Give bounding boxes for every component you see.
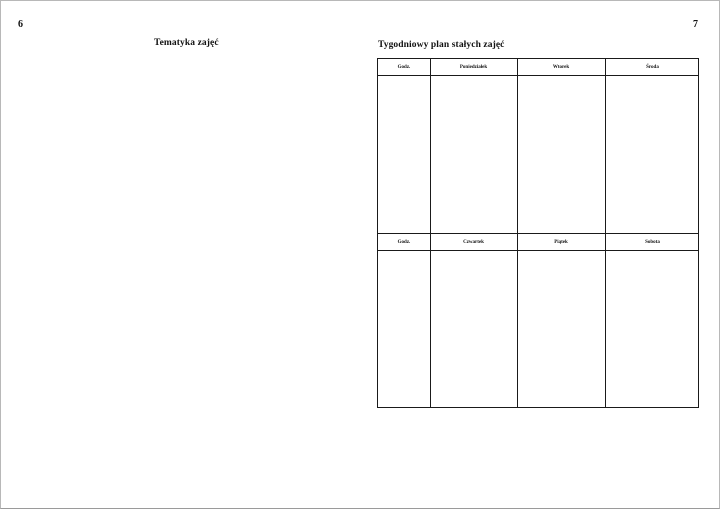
header-row-top [378,59,698,76]
page-number-right: 7 [693,19,698,30]
page-number-left: 6 [18,19,23,30]
left-page-title: Tematyka zajęć [154,38,219,48]
header-cell-friday: Piątek [554,239,568,245]
header-cell-tuesday: Wtorek [552,64,570,70]
header-row-bottom [378,233,698,251]
header-cell-hours: Godz. [397,64,411,70]
right-page-title: Tygodniowy plan stałych zajęć [378,40,505,50]
header-cell-thursday: Czwartek [463,239,484,245]
header-cell-monday: Poniedziałek [459,64,488,70]
header-cell-saturday: Sobota [645,239,660,245]
header-cell-wednesday: Środa [646,64,659,70]
weekly-schedule-table [377,58,699,408]
header-cell-hours: Godz. [397,239,411,245]
